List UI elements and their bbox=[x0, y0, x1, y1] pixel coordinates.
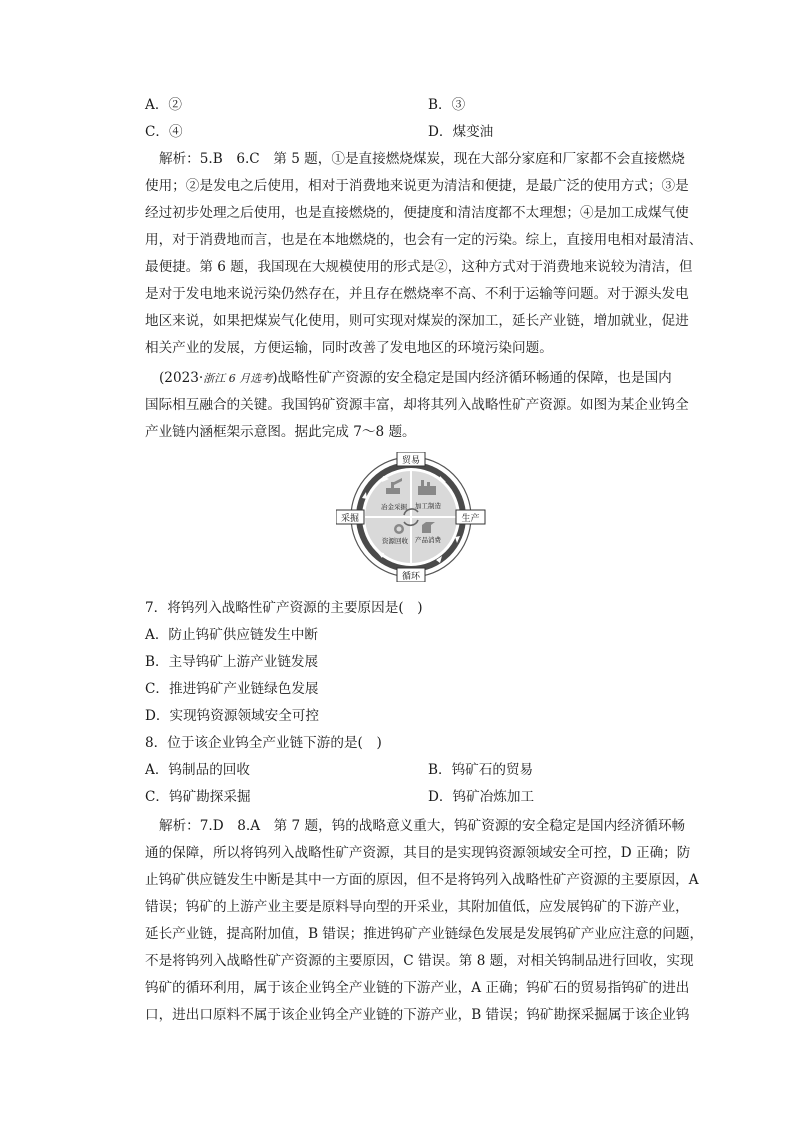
analysis-line: 最便捷。第 6 题，我国现在大规模使用的形式是②，这种方式对于消费地来说较为清洁，但 bbox=[145, 259, 693, 275]
q8-option-d: D．钨矿冶炼加工 bbox=[428, 789, 535, 805]
analysis-line: 地区来说，如果把煤炭气化使用，则可实现对煤炭的深加工，延长产业链，增加就业，促进 bbox=[145, 313, 689, 329]
q8-option-c: C．钨矿勘探采掘 bbox=[145, 789, 251, 805]
label-cycle: 循环 bbox=[401, 572, 421, 582]
label-production: 生产 bbox=[461, 514, 480, 524]
q7-option-c: C．推进钨矿产业链绿色发展 bbox=[145, 681, 319, 697]
analysis-line: 用，对于消费地而言，也是在本地燃烧的，也会有一定的污染。综上，直接用电相对最清洁、 bbox=[145, 232, 703, 248]
label-mining: 采掘 bbox=[340, 514, 360, 524]
q7-option-a: A．防止钨矿供应链发生中断 bbox=[145, 627, 318, 643]
label-consumption: 产品消费 bbox=[415, 536, 441, 544]
analysis-line: 解析：7.D 8.A 第 7 题，钨的战略意义重大，钨矿资源的安全稳定是国内经济循环畅 bbox=[159, 818, 686, 834]
label-mining-smelting: 冶金采掘 bbox=[381, 503, 407, 511]
q8-stem: 8．位于该企业钨全产业链下游的是( ) bbox=[145, 735, 382, 751]
label-recycling: 资源回收 bbox=[382, 537, 408, 545]
intro-line-2: 国际相互融合的关键。我国钨矿资源丰富，却将其列入战略性矿产资源。如图为某企业钨全 bbox=[145, 397, 689, 413]
analysis-line: 错误；钨矿的上游产业主要是原料导向型的开采业，其附加值低，应发展钨矿的下游产业， bbox=[145, 899, 689, 915]
source-tag: 浙江 6 月选考 bbox=[203, 372, 273, 385]
label-trade: 贸易 bbox=[401, 456, 421, 466]
label-processing: 加工制造 bbox=[415, 502, 441, 510]
analysis-line: 相关产业的发展，方便运输，同时改善了发电地区的环境污染问题。 bbox=[145, 340, 553, 356]
option-c: C．④ bbox=[145, 124, 183, 140]
q7-option-b: B．主导钨矿上游产业链发展 bbox=[145, 654, 319, 670]
option-a: A．② bbox=[145, 97, 183, 113]
analysis-line: 止钨矿供应链发生中断是其中一方面的原因，但不是将钨列入战略性矿产资源的主要原因，A bbox=[145, 872, 699, 888]
intro-line-1 bbox=[159, 366, 699, 391]
intro-prefix: (2023· bbox=[159, 370, 204, 386]
analysis-line: 是对于发电地来说污染仍然存在，并且存在燃烧率不高、不利于运输等问题。对于源头发电 bbox=[145, 286, 689, 302]
q8-option-b: B．钨矿石的贸易 bbox=[428, 762, 534, 778]
recycle-icon bbox=[394, 524, 404, 534]
q8-option-a: A．钨制品的回收 bbox=[145, 762, 250, 778]
q7-option-d: D．实现钨资源领域安全可控 bbox=[145, 708, 320, 724]
analysis-line: 通的保障，所以将钨列入战略性矿产资源，其目的是实现钨资源领域安全可控，D 正确；防 bbox=[145, 845, 691, 861]
analysis-line: 钨矿的循环利用，属于该企业钨全产业链的下游产业，A 正确；钨矿石的贸易指钨矿的进出 bbox=[145, 980, 690, 996]
analysis-line: 不是将钨列入战略性矿产资源的主要原因，C 错误。第 8 题，对相关钨制品进行回收，实现 bbox=[145, 953, 694, 969]
tungsten-chain-diagram bbox=[336, 452, 486, 582]
analysis-line: 解析：5.B 6.C 第 5 题，①是直接燃烧煤炭，现在大部分家庭和厂家都不会直接燃烧 bbox=[159, 151, 685, 167]
option-d: D．煤变油 bbox=[428, 124, 494, 140]
intro-rest: )战略性矿产资源的安全稳定是国内经济循环畅通的保障，也是国内 bbox=[272, 370, 672, 386]
intro-line-3: 产业链内涵框架示意图。据此完成 7～8 题。 bbox=[145, 424, 416, 440]
analysis-line: 口，进出口原料不属于该企业钨全产业链的下游产业，B 错误；钨矿勘探采掘属于该企业钨 bbox=[145, 1007, 690, 1023]
analysis-line: 延长产业链，提高附加值，B 错误；推进钨矿产业链绿色发展是发展钨矿产业应注意的问题， bbox=[145, 926, 704, 942]
option-b: B．③ bbox=[428, 97, 466, 113]
analysis-line: 经过初步处理之后使用，也是直接燃烧的，便捷度和清洁度都不太理想；④是加工成煤气使 bbox=[145, 205, 689, 221]
analysis-line: 使用；②是发电之后使用，相对于消费地来说更为清洁和便捷，是最广泛的使用方式；③是 bbox=[145, 178, 689, 194]
q7-stem: 7．将钨列入战略性矿产资源的主要原因是( ) bbox=[145, 600, 423, 616]
